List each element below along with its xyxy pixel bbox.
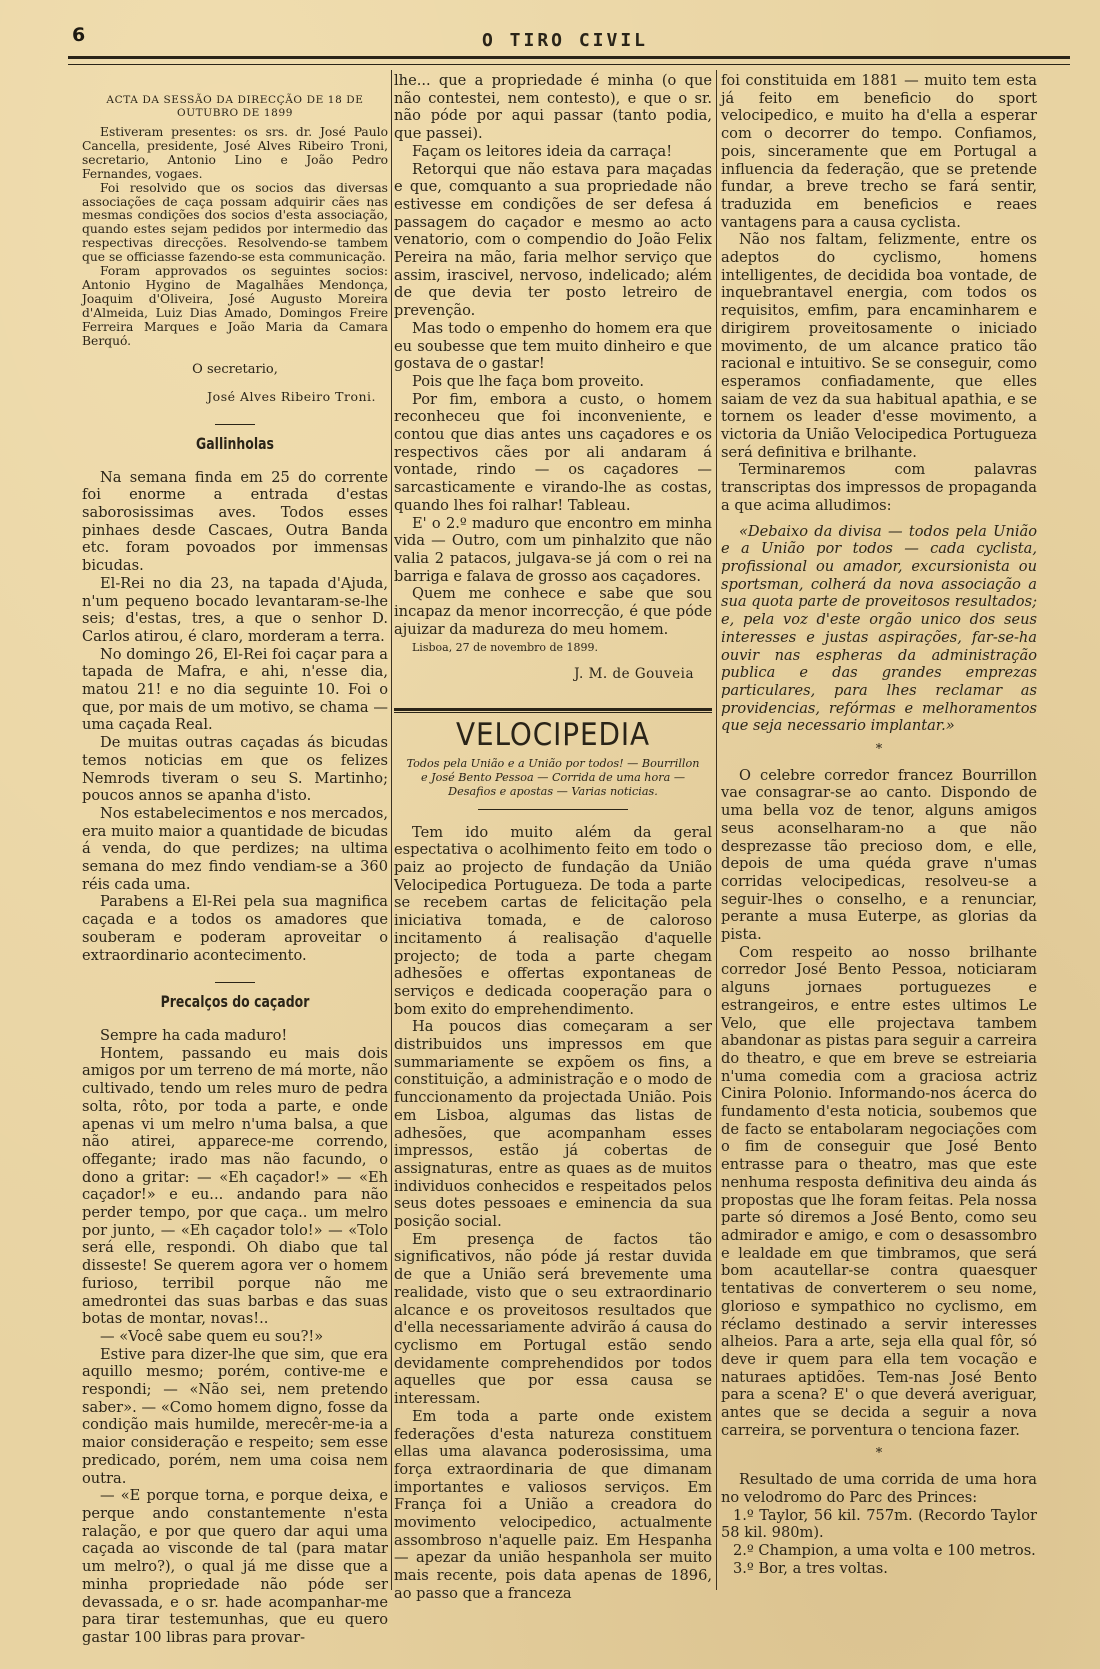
secretary-label: O secretario, <box>192 361 278 377</box>
precalcos-continued: E' o 2.º maduro que encontro em minha vida — Outro, com um pinhalzito que não valia 2 patacos, julgava-se já com o rei na barriga e falava de grosso aos caçadores. <box>394 514 712 585</box>
precalcos-continued: Pois que lhe faça bom proveito. <box>412 372 645 390</box>
velocipedia-rule <box>394 708 712 713</box>
precalcos-paragraph: Estive para dizer-lhe que sim, que era aquillo mesmo; porém, contive-me e respondi; — «Não sei, nem pretendo saber». — «Como homem digno, fosse da condição mais humilde, merecêr-me-ia a maior consideração e respeito; sem esse predicado, porém, nem uma coisa nem outra. <box>82 1345 388 1487</box>
column-3 <box>721 72 1037 1577</box>
asterism: * <box>875 742 883 758</box>
precalcos-headline: Precalços do caçador <box>160 992 310 1012</box>
result-item: 3.º Bor, a tres voltas. <box>733 1559 888 1577</box>
column-divider-2 <box>716 70 717 1590</box>
precalcos-paragraph: — «Você sabe quem eu sou?!» <box>100 1327 324 1345</box>
precalcos-continued: Mas todo o empenho do homem era que eu soubesse que tem muito dinheiro e que gostava de o gastar! <box>394 319 712 373</box>
section-divider <box>215 424 255 425</box>
velocipedia-paragraph: Em toda a parte onde existem federações d'esta natureza constituem ellas uma alavanca poderosissima, uma força extraordinaria de que dimanam importantes e valiosos serviços. Em França foi a União a creadora do movimento velocipedico, actualmente assombroso n'aquelle paiz. Em Hespanha — apezar da união hespanhola ser muito mais recente, pois data apenas de 1896, ao passo que a franceza <box>394 1407 712 1602</box>
gallinholas-paragraph: Na semana finda em 25 do corrente foi enorme a entrada d'estas saborosissimas aves. Todos esses pinhaes desde Cascaes, Outra Banda etc. foram povoados por immensas bicudas. <box>82 468 388 575</box>
velocipedia-paragraph: Ha poucos dias começaram a ser distribuidos uns impressos em que summariamente se expõem os fins, a constituição, a administração e o modo de funccionamento da projectada União. Pois em Lisboa, algumas das listas de adhesões, que acompanham esses impressos, estão já cobertas de assignaturas, entre as quaes as de muitos individuos conhecidos e respeitados pelos seus dotes pessoaes e eminencia da sua posição social. <box>394 1018 712 1231</box>
section-divider <box>215 982 255 983</box>
propaganda-quote: «Debaixo da divisa — todos pela União e a União por todos — cada cyclista, profissional ou amador, excursionista ou sportsman, colherá da nova associação a sua quota parte de proveitosos resultados; e, pela voz d'este orgão unico dos seus interesses e justas aspirações, far-se-ha ouvir nas espheras da administração publica e das grandes emprezas particulares, para lhes reclamar as providencias, refórmas e melhoramentos que seja necessario implantar.» <box>721 522 1037 735</box>
velocipedia-paragraph: Tem ido muito além da geral espectativa o acolhimento feito em todo o paiz ao projecto de fundação da União Velocipedica Portugueza. De toda a parte se recebem cartas de felicitação pela iniciativa tomada, e de caloroso incitamento á realisação d'aquelle projecto; de toda a parte chegam adhesões e offertas expontaneas de serviços e dedicada cooperação para o bom exito do emprehendimento. <box>394 823 712 1018</box>
precalcos-continued: Façam os leitores ideia da carraça! <box>412 142 673 160</box>
result-item: 1.º Taylor, 56 kil. 757m. (Recordo Taylor 58 kil. 980m). <box>721 1506 1037 1542</box>
subtitle-divider <box>478 809 628 810</box>
masthead-rule <box>68 56 1070 65</box>
acta-paragraph: Foi resolvido que os socios das diversas associações de caça possam adquirir cães nas mesmas condições dos socios d'esta associação, quando estes sejam pedidos por intermedio das respectivas direcções. Resolvendo-se tambem que se officiasse fazendo-se esta communicação. <box>82 180 388 265</box>
author-signature: J. M. de Gouveia <box>574 666 694 683</box>
acta-paragraph: Estiveram presentes: os srs. dr. José Paulo Cancella, presidente, José Alves Ribeiro Troni, secretario, Antonio Lino e João Pedro Fernandes, vogaes. <box>82 125 388 181</box>
gallinholas-paragraph: No domingo 26, El-Rei foi caçar para a tapada de Mafra, e ahi, n'esse dia, matou 21! e no dia seguinte 10. Foi o que, por mais de um motivo, se chama — uma caçada Real. <box>82 645 388 734</box>
page-number: 6 <box>72 24 86 46</box>
precalcos-paragraph: Hontem, passando eu mais dois amigos por um terreno de má morte, não cultivado, tendo um reles muro de pedra solta, rôto, por toda a parte, e onde apenas vi um melro n'uma balsa, a que não atirei, apparece-me correndo, offegante; irado mas não facundo, o dono a gritar: — «Eh caçador!» — «Eh caçador!» e eu... andando para não perder tempo, por que caça.. um melro por junto, — «Eh caçador tolo!» — «Tolo será elle, respondi. Oh diabo que tal disseste! Se querem agora ver o homem furioso, terribil porque não me amedrontei das suas barbas e das suas botas de montar, novas!.. <box>82 1044 388 1328</box>
acta-paragraph: Foram approvados os seguintes socios: Antonio Hygino de Magalhães Mendonça, Joaquim d'Oliveira, José Augusto Moreira d'Almeida, Luiz Dias Amado, Domingos Freire Ferreira Marques e João Maria da Camara Berquó. <box>82 264 388 348</box>
velocipedia-title: VELOCIPEDIA <box>455 716 651 753</box>
secretary-name: José Alves Ribeiro Troni. <box>207 389 376 405</box>
column-1 <box>82 72 388 1647</box>
dateline: Lisboa, 27 de novembro de 1899. <box>412 640 599 654</box>
result-list <box>721 1507 1037 1578</box>
precalcos-paragraph: — «E porque torna, e porque deixa, e perque ando constantemente n'esta ralação, e por que quero dar aqui uma caçada ao visconde de tal (para matar um melro?), o qual já me disse que a minha propriedade não póde ser devassada, e o sr. hade acompanhar-me para tirar testemunhas, que eu quero gastar 100 libras para provar- <box>82 1487 388 1646</box>
acta-title: ACTA DA SESSÃO DA DIRECÇÃO DE 18 DE OUTUBRO DE 1899 <box>106 94 364 119</box>
gallinholas-headline: Gallinholas <box>196 433 274 453</box>
bourrillon-paragraph: Com respeito ao nosso brilhante corredor José Bento Pessoa, noticiaram alguns jornaes portuguezes e estrangeiros, e entre estes ultimos Le Velo, que elle projectava tambem abandonar as pistas para seguir a carreira do theatro, e que em breve se estreiaria n'uma comedia com a graciosa actriz Cinira Polonio. Informando-nos ácerca do fundamento d'esta noticia, soubemos que de facto se entabolaram negociações com o fim de conseguir que José Bento entrasse para o theatro, mas que este nenhuma resposta definitiva deu ainda ás propostas que lhe foram feitas. Pela nossa parte só diremos a José Bento, como seu admirador e amigo, e com o desassombro e lealdade em que timbramos, que será bom acautellar-se contra quaesquer tentativas de converterem o seu nome, glorioso e sympathico no cyclismo, em réclamo destinado a servir interesses alheios. Para a arte, seja ella qual fôr, só deve ir quem para ella tem vocação e naturaes aptidões. Tem-nas José Bento para a scena? E' o que deverá averiguar, antes que se decida a seguir a nova carreira, se porventura o tenciona fazer. <box>721 943 1037 1439</box>
column-2 <box>394 72 712 1603</box>
velocipedia-continued: Terminaremos com palavras transcriptas dos impressos de propaganda a que acima alludimos: <box>721 461 1037 514</box>
journal-title: O TIRO CIVIL <box>481 30 649 51</box>
gallinholas-paragraph: Parabens a El-Rei pela sua magnifica caçada e a todos os amadores que souberam e poderam aproveitar o extraordinario acontecimento. <box>82 893 388 964</box>
velocipedia-paragraph: Em presença de factos tão significativos, não póde já restar duvida de que a União será brevemente uma realidade, visto que o seu extraordinario alcance e os proveitosos resultados que d'ella necessariamente advirão á causa do cyclismo em Portugal estão sendo devidamente comprehendidos por todos aquelles que por essa causa se interessam. <box>394 1230 712 1408</box>
precalcos-continued: Por fim, embora a custo, o homem reconheceu que foi inconveniente, e contou que dias antes uns caçadores e os respectivos cães por ali andaram á vontade, rindo — os caçadores — sarcasticamente e virando-lhe as costas, quando lhes foi ralhar! Tableau. <box>394 390 712 514</box>
column-divider-1 <box>391 70 392 1590</box>
precalcos-continued: Retorqui que não estava para maçadas e que, comquanto a sua propriedade não estivesse em condições de ser defesa á passagem do caçador e mesmo ao acto venatorio, com o compendio do João Felix Pereira na mão, faria melhor serviço que assim, irascivel, nervoso, indelicado; além de que devia ter posto letreiro de prevenção. <box>394 160 712 320</box>
precalcos-continued: Quem me conhece e sabe que sou incapaz da menor incorrecção, é que póde ajuizar da madureza do meu homem. <box>394 585 712 638</box>
precalcos-continued: lhe... que a propriedade é minha (o que não contestei, nem contesto), e que o sr. não póde por aqui passar (tanto podia, que passei). <box>394 72 712 143</box>
precalcos-paragraph: Sempre ha cada maduro! <box>100 1027 288 1044</box>
result-item: 2.º Champion, a uma volta e 100 metros. <box>733 1541 1036 1559</box>
result-intro: Resultado de uma corrida de uma hora no velodromo do Parc des Princes: <box>721 1471 1037 1506</box>
gallinholas-paragraph: Nos estabelecimentos e nos mercados, era muito maior a quantidade de bicudas á venda, do que perdizes; na ultima semana do mez findo vendiam-se a 360 réis cada uma. <box>82 804 388 893</box>
gallinholas-paragraph: El-Rei no dia 23, na tapada d'Ajuda, n'um pequeno bocado levantaram-se-lhe seis; d'estas, tres, a que o senhor D. Carlos atirou, é claro, morderam a terra. <box>82 574 388 645</box>
velocipedia-subtitle: Todos pela União e a União por todos! — Bourrillon e José Bento Pessoa — Corrida de uma hora — Desafios e apostas — Varias noticias. <box>406 756 700 798</box>
gallinholas-paragraph: De muitas outras caçadas ás bicudas temos noticias em que os felizes Nemrods tiveram o seu S. Martinho; poucos annos se apanha d'isto. <box>82 734 388 805</box>
velocipedia-continued: foi constituida em 1881 — muito tem esta já feito em beneficio do sport velocipedico, e muito ha d'ella a esperar com o decorrer do tempo. Confiamos, pois, sinceramente que em Portugal a influencia da federação, que se pretende fundar, a breve trecho se fará sentir, traduzida em beneficios e reaes vantagens para a causa cyclista. <box>721 72 1037 231</box>
asterism: * <box>875 1446 883 1462</box>
bourrillon-paragraph: O celebre corredor francez Bourrillon vae consagrar-se ao canto. Dispondo de uma bella voz de tenor, alguns amigos seus aconselharam-no a que não desprezasse tão precioso dom, e elle, depois de uma quéda grave n'umas corridas velocipedicas, resolveu-se a seguir-lhes o conselho, e a renunciar, perante a musa Euterpe, as glorias da pista. <box>721 766 1037 944</box>
velocipedia-continued: Não nos faltam, felizmente, entre os adeptos do cyclismo, homens intelligentes, de decidida boa vontade, de inquebrantavel energia, com todos os requisitos, emfim, para encaminharem e dirigirem proveitosamente o iniciado movimento, de um alcance pratico tão racional e intuitivo. Se se conseguir, como esperamos confiadamente, que elles saiam de vez da sua habitual apathia, e se tornem os leader d'esse movimento, a victoria da União Velocipedica Portugueza será definitiva e brilhante. <box>721 231 1037 461</box>
